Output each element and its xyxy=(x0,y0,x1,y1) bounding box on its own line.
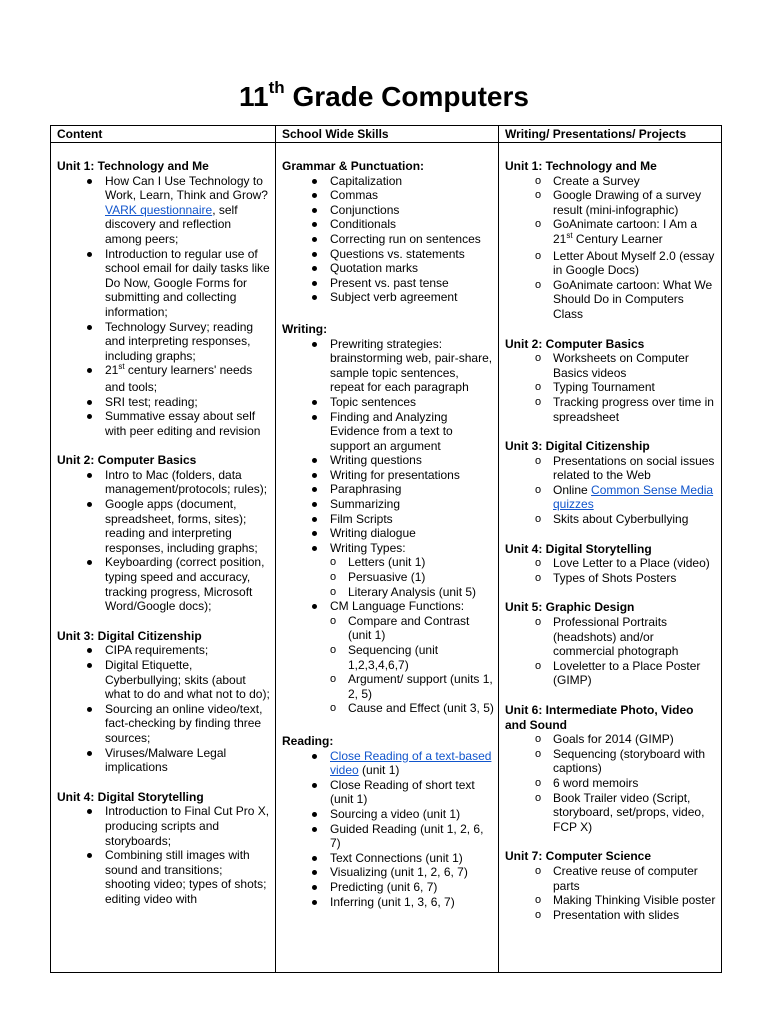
list-item: Sourcing an online video/text, fact-checking by finding three sources; xyxy=(57,702,271,746)
list-item: Conditionals xyxy=(282,217,494,232)
skills-column xyxy=(276,143,499,973)
list-item: Questions vs. statements xyxy=(282,247,494,262)
title-superscript: th xyxy=(268,78,285,97)
sub-list-item: o Literary Analysis (unit 5) xyxy=(282,585,494,600)
projects-unit2-title: Unit 2: Computer Basics xyxy=(505,336,645,351)
list-item xyxy=(57,363,271,394)
grammar-list xyxy=(282,174,494,305)
list-item: Summarizing xyxy=(282,497,494,512)
list-item: o Create a Survey xyxy=(505,174,717,189)
content-unit3-list xyxy=(57,643,271,774)
projects-unit7-list xyxy=(505,864,717,922)
sub-list-item: o Letters (unit 1) xyxy=(282,555,494,570)
list-item: Google apps (document, spreadsheet, forms, sites); reading and interpreting responses, including graphs; xyxy=(57,497,271,555)
superscript: st xyxy=(566,230,573,240)
content-unit2-list xyxy=(57,468,271,614)
list-item: Film Scripts xyxy=(282,512,494,527)
list-item: Summative essay about self with peer editing and revision xyxy=(57,409,271,438)
projects-unit4-list xyxy=(505,556,717,585)
grammar-title: Grammar & Punctuation: xyxy=(282,159,425,173)
list-item: Text Connections (unit 1) xyxy=(282,851,494,866)
superscript: st xyxy=(118,362,125,372)
list-item: Conjunctions xyxy=(282,203,494,218)
list-item: Topic sentences xyxy=(282,395,494,410)
table-header-row xyxy=(51,126,722,143)
table-body-row xyxy=(51,143,722,973)
list-item: Correcting run on sentences xyxy=(282,232,494,247)
list-item: Subject verb agreement xyxy=(282,290,494,305)
common-sense-media-link[interactable]: Common Sense Media quizzes xyxy=(553,482,714,512)
list-item: o Tracking progress over time in spreadsheet xyxy=(505,395,717,424)
projects-unit6-list xyxy=(505,732,717,834)
list-item: o Typing Tournament xyxy=(505,380,717,395)
list-item: Paraphrasing xyxy=(282,482,494,497)
sub-list-item: o Persuasive (1) xyxy=(282,570,494,585)
list-item-text: GoAnimate cartoon: I Am a 21 xyxy=(553,217,698,246)
list-item: Writing dialogue xyxy=(282,526,494,541)
list-item: Intro to Mac (folders, data management/protocols; rules); xyxy=(57,468,271,497)
list-item: Viruses/Malware Legal implications xyxy=(57,746,271,775)
list-item-text: Online xyxy=(553,482,592,497)
list-item: Prewriting strategies: brainstorming web, pair-share, sample topic sentences, repeat for each paragraph xyxy=(282,337,494,395)
list-item: Writing Types: xyxy=(282,541,494,556)
projects-unit2-list xyxy=(505,351,717,424)
list-item: Writing for presentations xyxy=(282,468,494,483)
list-item: o Goals for 2014 (GIMP) xyxy=(505,732,717,747)
list-item: Present vs. past tense xyxy=(282,276,494,291)
list-item: SRI test; reading; xyxy=(57,395,271,410)
projects-unit6-title: Unit 6: Intermediate Photo, Video and Sound xyxy=(505,703,694,732)
list-item: Predicting (unit 6, 7) xyxy=(282,880,494,895)
content-unit1-title: Unit 1: Technology and Me xyxy=(57,159,209,173)
content-unit4-title: Unit 4: Digital Storytelling xyxy=(57,789,204,804)
content-unit3-title: Unit 3: Digital Citizenship xyxy=(57,628,202,643)
projects-unit5-list xyxy=(505,615,717,688)
sub-list-item: o Sequencing (unit 1,2,3,4,6,7) xyxy=(282,643,494,672)
list-item-text: century learners' needs and tools; xyxy=(105,363,253,394)
projects-unit5-title: Unit 5: Graphic Design xyxy=(505,600,635,615)
list-item-text: How Can I Use Technology to Work, Learn, Think and Grow? xyxy=(105,173,268,203)
list-item: Sourcing a video (unit 1) xyxy=(282,807,494,822)
list-item-text: Century Learner xyxy=(572,231,663,246)
title-number: 11 xyxy=(239,81,269,112)
list-item: Technology Survey; reading and interpreting responses, including graphs; xyxy=(57,320,271,364)
list-item: o Creative reuse of computer parts xyxy=(505,864,717,893)
list-item-text: 21 xyxy=(105,363,119,378)
list-item: CIPA requirements; xyxy=(57,643,271,658)
writing-list xyxy=(282,337,494,716)
list-item: o Presentations on social issues related to the Web xyxy=(505,454,717,483)
header-content: Content xyxy=(51,126,276,143)
list-item: Keyboarding (correct position, typing speed and accuracy, tracking progress, Microsoft Word/Google docs); xyxy=(57,555,271,613)
header-projects: Writing/ Presentations/ Projects xyxy=(499,126,722,143)
list-item: Guided Reading (unit 1, 2, 6, 7) xyxy=(282,822,494,851)
list-item: CM Language Functions: xyxy=(282,599,494,614)
list-item: Inferring (unit 1, 3, 6, 7) xyxy=(282,895,494,910)
list-item-text: (unit 1) xyxy=(358,763,400,778)
projects-unit7-title: Unit 7: Computer Science xyxy=(505,849,652,864)
sub-list-item: o Cause and Effect (unit 3, 5) xyxy=(282,701,494,716)
list-item: o Types of Shots Posters xyxy=(505,571,717,586)
vark-questionnaire-link[interactable]: VARK questionnaire xyxy=(105,202,213,217)
list-item: o Worksheets on Computer Basics videos xyxy=(505,351,717,380)
list-item: o 6 word memoirs xyxy=(505,776,717,791)
list-item: o Letter About Myself 2.0 (essay in Google Docs) xyxy=(505,249,717,278)
list-item: Combining still images with sound and transitions; shooting video; types of shots; editing video with xyxy=(57,848,271,906)
content-unit1-list xyxy=(57,174,271,439)
curriculum-table xyxy=(50,125,722,973)
list-item: Writing questions xyxy=(282,453,494,468)
writing-title: Writing: xyxy=(282,321,328,336)
list-item xyxy=(505,217,717,248)
content-column xyxy=(51,143,276,973)
reading-title: Reading: xyxy=(282,733,334,748)
list-item xyxy=(282,749,494,778)
list-item: o Sequencing (storyboard with captions) xyxy=(505,747,717,776)
list-item: o GoAnimate cartoon: What We Should Do in Computers Class xyxy=(505,278,717,322)
list-item: Visualizing (unit 1, 2, 6, 7) xyxy=(282,865,494,880)
list-item: o Book Trailer video (Script, storyboard, set/props, video, FCP X) xyxy=(505,791,717,835)
projects-unit3-list xyxy=(505,454,717,527)
projects-unit1-list xyxy=(505,174,717,322)
content-unit2-title: Unit 2: Computer Basics xyxy=(57,453,197,468)
list-item xyxy=(57,174,271,247)
list-item: o Love Letter to a Place (video) xyxy=(505,556,717,571)
projects-column xyxy=(499,143,722,973)
list-item: o Skits about Cyberbullying xyxy=(505,512,717,527)
reading-list xyxy=(282,749,494,910)
header-school-wide-skills: School Wide Skills xyxy=(276,126,499,143)
list-item-text: , self discovery and reflection among peers; xyxy=(105,202,238,246)
list-item: o Google Drawing of a survey result (mini-infographic) xyxy=(505,188,717,217)
list-item: Introduction to regular use of school email for daily tasks like Do Now, Google Forms for submitting and collecting information; xyxy=(57,247,271,320)
close-reading-video-link[interactable]: Close Reading of a text-based video xyxy=(330,748,492,778)
projects-unit1-title: Unit 1: Technology and Me xyxy=(505,159,657,173)
list-item: Finding and Analyzing Evidence from a text to support an argument xyxy=(282,410,494,454)
page-title xyxy=(0,80,768,114)
list-item: Digital Etiquette, Cyberbullying; skits (about what to do and what not to do); xyxy=(57,658,271,702)
list-item: o Professional Portraits (headshots) and/or commercial photograph xyxy=(505,615,717,659)
list-item: Close Reading of short text (unit 1) xyxy=(282,778,494,807)
list-item: Introduction to Final Cut Pro X, producing scripts and storyboards; xyxy=(57,804,271,848)
projects-unit4-title: Unit 4: Digital Storytelling xyxy=(505,541,652,556)
sub-list-item: o Compare and Contrast (unit 1) xyxy=(282,614,494,643)
list-item xyxy=(505,483,717,512)
list-item: Quotation marks xyxy=(282,261,494,276)
title-text: Grade Computers xyxy=(284,81,529,112)
list-item: o Presentation with slides xyxy=(505,908,717,923)
list-item: o Making Thinking Visible poster xyxy=(505,893,717,908)
sub-list-item: o Argument/ support (units 1, 2, 5) xyxy=(282,672,494,701)
list-item: Commas xyxy=(282,188,494,203)
content-unit4-list xyxy=(57,804,271,906)
list-item: o Loveletter to a Place Poster (GIMP) xyxy=(505,659,717,688)
projects-unit3-title: Unit 3: Digital Citizenship xyxy=(505,439,650,454)
list-item: Capitalization xyxy=(282,174,494,189)
